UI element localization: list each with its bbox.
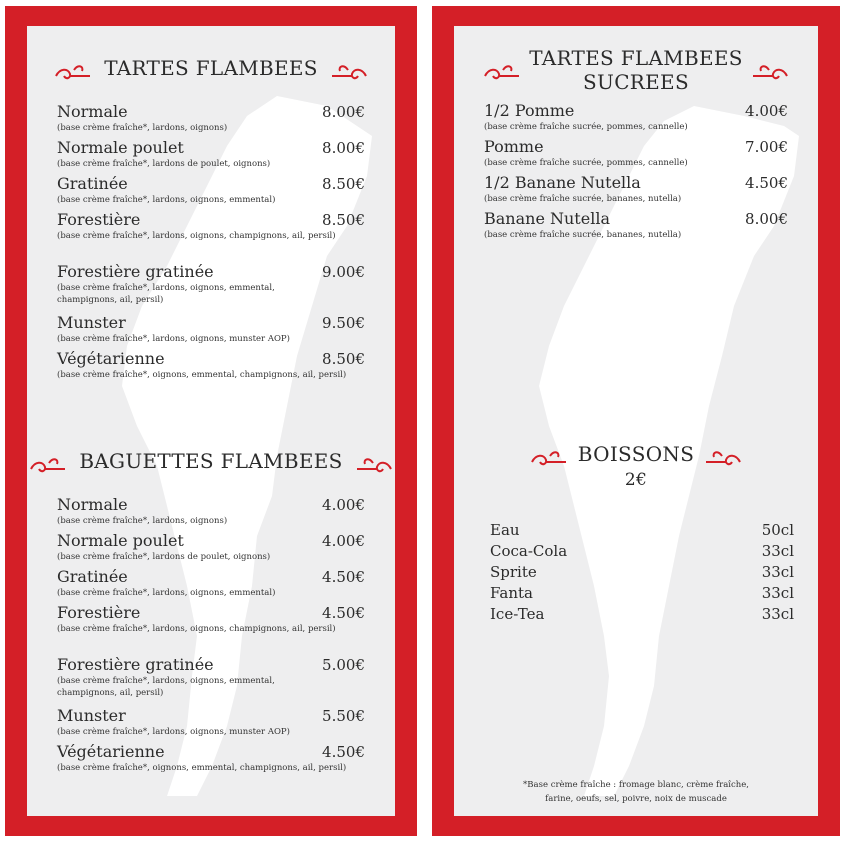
item-description: (base crème fraîche*, lardons de poulet, oignons)	[57, 552, 271, 562]
drink-size: 33cl	[761, 584, 794, 602]
drink-item	[490, 604, 794, 625]
menu-item	[484, 174, 788, 205]
item-description: (base crème fraîche*, lardons, oignons, emmental)	[57, 195, 276, 205]
item-name: Pomme	[484, 137, 544, 156]
drink-item	[490, 541, 794, 562]
drink-size: 33cl	[761, 563, 794, 581]
tartes-flambees-title: TARTES FLAMBEES	[104, 56, 318, 80]
menu-item	[57, 103, 365, 134]
item-description: (base crème fraîche*, lardons de poulet, oignons)	[57, 159, 271, 169]
boissons-title: BOISSONS	[577, 442, 695, 466]
menu-item	[484, 138, 788, 169]
item-price: 4.50€	[322, 568, 365, 586]
item-price: 4.50€	[745, 174, 788, 192]
item-description: (base crème fraîche*, lardons, oignons, munster AOP)	[57, 727, 290, 737]
flourish-left-icon	[29, 455, 69, 477]
item-name: Forestière gratinée	[57, 262, 214, 281]
item-description: (base crème fraîche sucrée, bananes, nutella)	[484, 230, 682, 240]
menu-item	[57, 604, 365, 635]
item-name: 1/2 Pomme	[484, 101, 575, 120]
right-menu-panel	[432, 6, 840, 836]
menu-item	[484, 102, 788, 133]
menu-item	[57, 532, 365, 563]
boissons-price: 2€	[624, 470, 648, 490]
flourish-left-icon	[54, 62, 94, 84]
menu-item	[57, 568, 365, 599]
flourish-right-icon	[749, 62, 789, 84]
item-price: 8.00€	[745, 210, 788, 228]
item-description: (base crème fraîche sucrée, bananes, nutella)	[484, 194, 682, 204]
item-price: 5.00€	[322, 656, 365, 674]
drink-item	[490, 520, 794, 541]
menu-item	[484, 210, 788, 241]
item-description: (base crème fraîche*, oignons, emmental, champignons, ail, persil)	[57, 370, 347, 380]
item-price: 8.50€	[322, 175, 365, 193]
boissons-heading	[454, 442, 818, 492]
menu-item	[57, 743, 365, 774]
item-name: Munster	[57, 313, 126, 332]
item-price: 8.00€	[322, 139, 365, 157]
menu-item	[57, 314, 365, 345]
left-menu-paper	[27, 26, 395, 816]
footnote-line2: farine, oeufs, sel, poivre, noix de muscade	[545, 794, 727, 804]
item-name: Normale poulet	[57, 531, 184, 550]
menu-item	[57, 656, 365, 699]
item-description: (base crème fraîche sucrée, pommes, cannelle)	[484, 122, 688, 132]
item-description: (base crème fraîche*, lardons, oignons, champignons, ail, persil)	[57, 624, 336, 634]
item-price: 4.00€	[322, 532, 365, 550]
drink-size: 33cl	[761, 605, 794, 623]
drink-name: Fanta	[490, 584, 533, 602]
baguettes-flambees-title: BAGUETTES FLAMBEES	[79, 449, 343, 473]
left-menu-panel	[5, 6, 417, 836]
item-name: Gratinée	[57, 567, 128, 586]
item-name: Normale	[57, 102, 128, 121]
drink-item	[490, 583, 794, 604]
item-price: 4.00€	[322, 496, 365, 514]
item-price: 9.50€	[322, 314, 365, 332]
drink-item	[490, 562, 794, 583]
item-description: (base crème fraîche*, lardons, oignons, emmental)	[57, 588, 276, 598]
item-description: (base crème fraîche sucrée, pommes, cannelle)	[484, 158, 688, 168]
menu-item	[57, 175, 365, 206]
flourish-left-icon	[483, 62, 523, 84]
item-price: 4.50€	[322, 743, 365, 761]
item-name: Munster	[57, 706, 126, 725]
baguettes-flambees-heading	[27, 449, 395, 473]
drink-name: Coca-Cola	[490, 542, 568, 560]
drink-name: Sprite	[490, 563, 537, 581]
item-description: (base crème fraîche*, lardons, oignons, emmental, champignons, ail, persil)	[57, 283, 275, 305]
item-name: Gratinée	[57, 174, 128, 193]
item-price: 5.50€	[322, 707, 365, 725]
item-description: (base crème fraîche*, lardons, oignons, champignons, ail, persil)	[57, 231, 336, 241]
item-name: Forestière	[57, 603, 141, 622]
tartes-flambees-heading	[27, 56, 395, 80]
right-menu-paper	[454, 26, 818, 816]
item-name: Végétarienne	[57, 349, 165, 368]
drink-name: Eau	[490, 521, 520, 539]
tartes-sucrees-heading	[454, 46, 818, 94]
flourish-right-icon	[353, 455, 393, 477]
item-name: Végétarienne	[57, 742, 165, 761]
item-description: (base crème fraîche*, lardons, oignons, emmental, champignons, ail, persil)	[57, 676, 275, 698]
item-description: (base crème fraîche*, lardons, oignons)	[57, 516, 228, 526]
tartes-sucrees-title-line2: SUCREES	[583, 70, 689, 94]
drink-name: Ice-Tea	[490, 605, 545, 623]
item-description: (base crème fraîche*, lardons, oignons)	[57, 123, 228, 133]
drink-size: 50cl	[761, 521, 794, 539]
item-name: Forestière	[57, 210, 141, 229]
item-price: 8.50€	[322, 211, 365, 229]
menu-item	[57, 139, 365, 170]
flourish-right-icon	[702, 448, 742, 470]
menu-item	[57, 707, 365, 738]
item-price: 4.50€	[322, 604, 365, 622]
item-price: 8.00€	[322, 103, 365, 121]
item-name: 1/2 Banane Nutella	[484, 173, 641, 192]
item-description: (base crème fraîche*, oignons, emmental, champignons, ail, persil)	[57, 763, 347, 773]
flourish-right-icon	[328, 62, 368, 84]
menu-item	[57, 350, 365, 381]
item-price: 8.50€	[322, 350, 365, 368]
item-price: 4.00€	[745, 102, 788, 120]
tartes-sucrees-title-line1: TARTES FLAMBEES	[529, 46, 743, 70]
footnote-line1: *Base crème fraîche : fromage blanc, crème fraîche,	[523, 780, 749, 790]
menu-item	[57, 496, 365, 527]
item-name: Forestière gratinée	[57, 655, 214, 674]
drink-size: 33cl	[761, 542, 794, 560]
item-name: Banane Nutella	[484, 209, 610, 228]
menu-item	[57, 211, 365, 242]
item-description: (base crème fraîche*, lardons, oignons, munster AOP)	[57, 334, 290, 344]
menu-item	[57, 263, 365, 306]
footnote	[474, 778, 798, 806]
flourish-left-icon	[530, 448, 570, 470]
item-price: 9.00€	[322, 263, 365, 281]
item-price: 7.00€	[745, 138, 788, 156]
item-name: Normale poulet	[57, 138, 184, 157]
item-name: Normale	[57, 495, 128, 514]
